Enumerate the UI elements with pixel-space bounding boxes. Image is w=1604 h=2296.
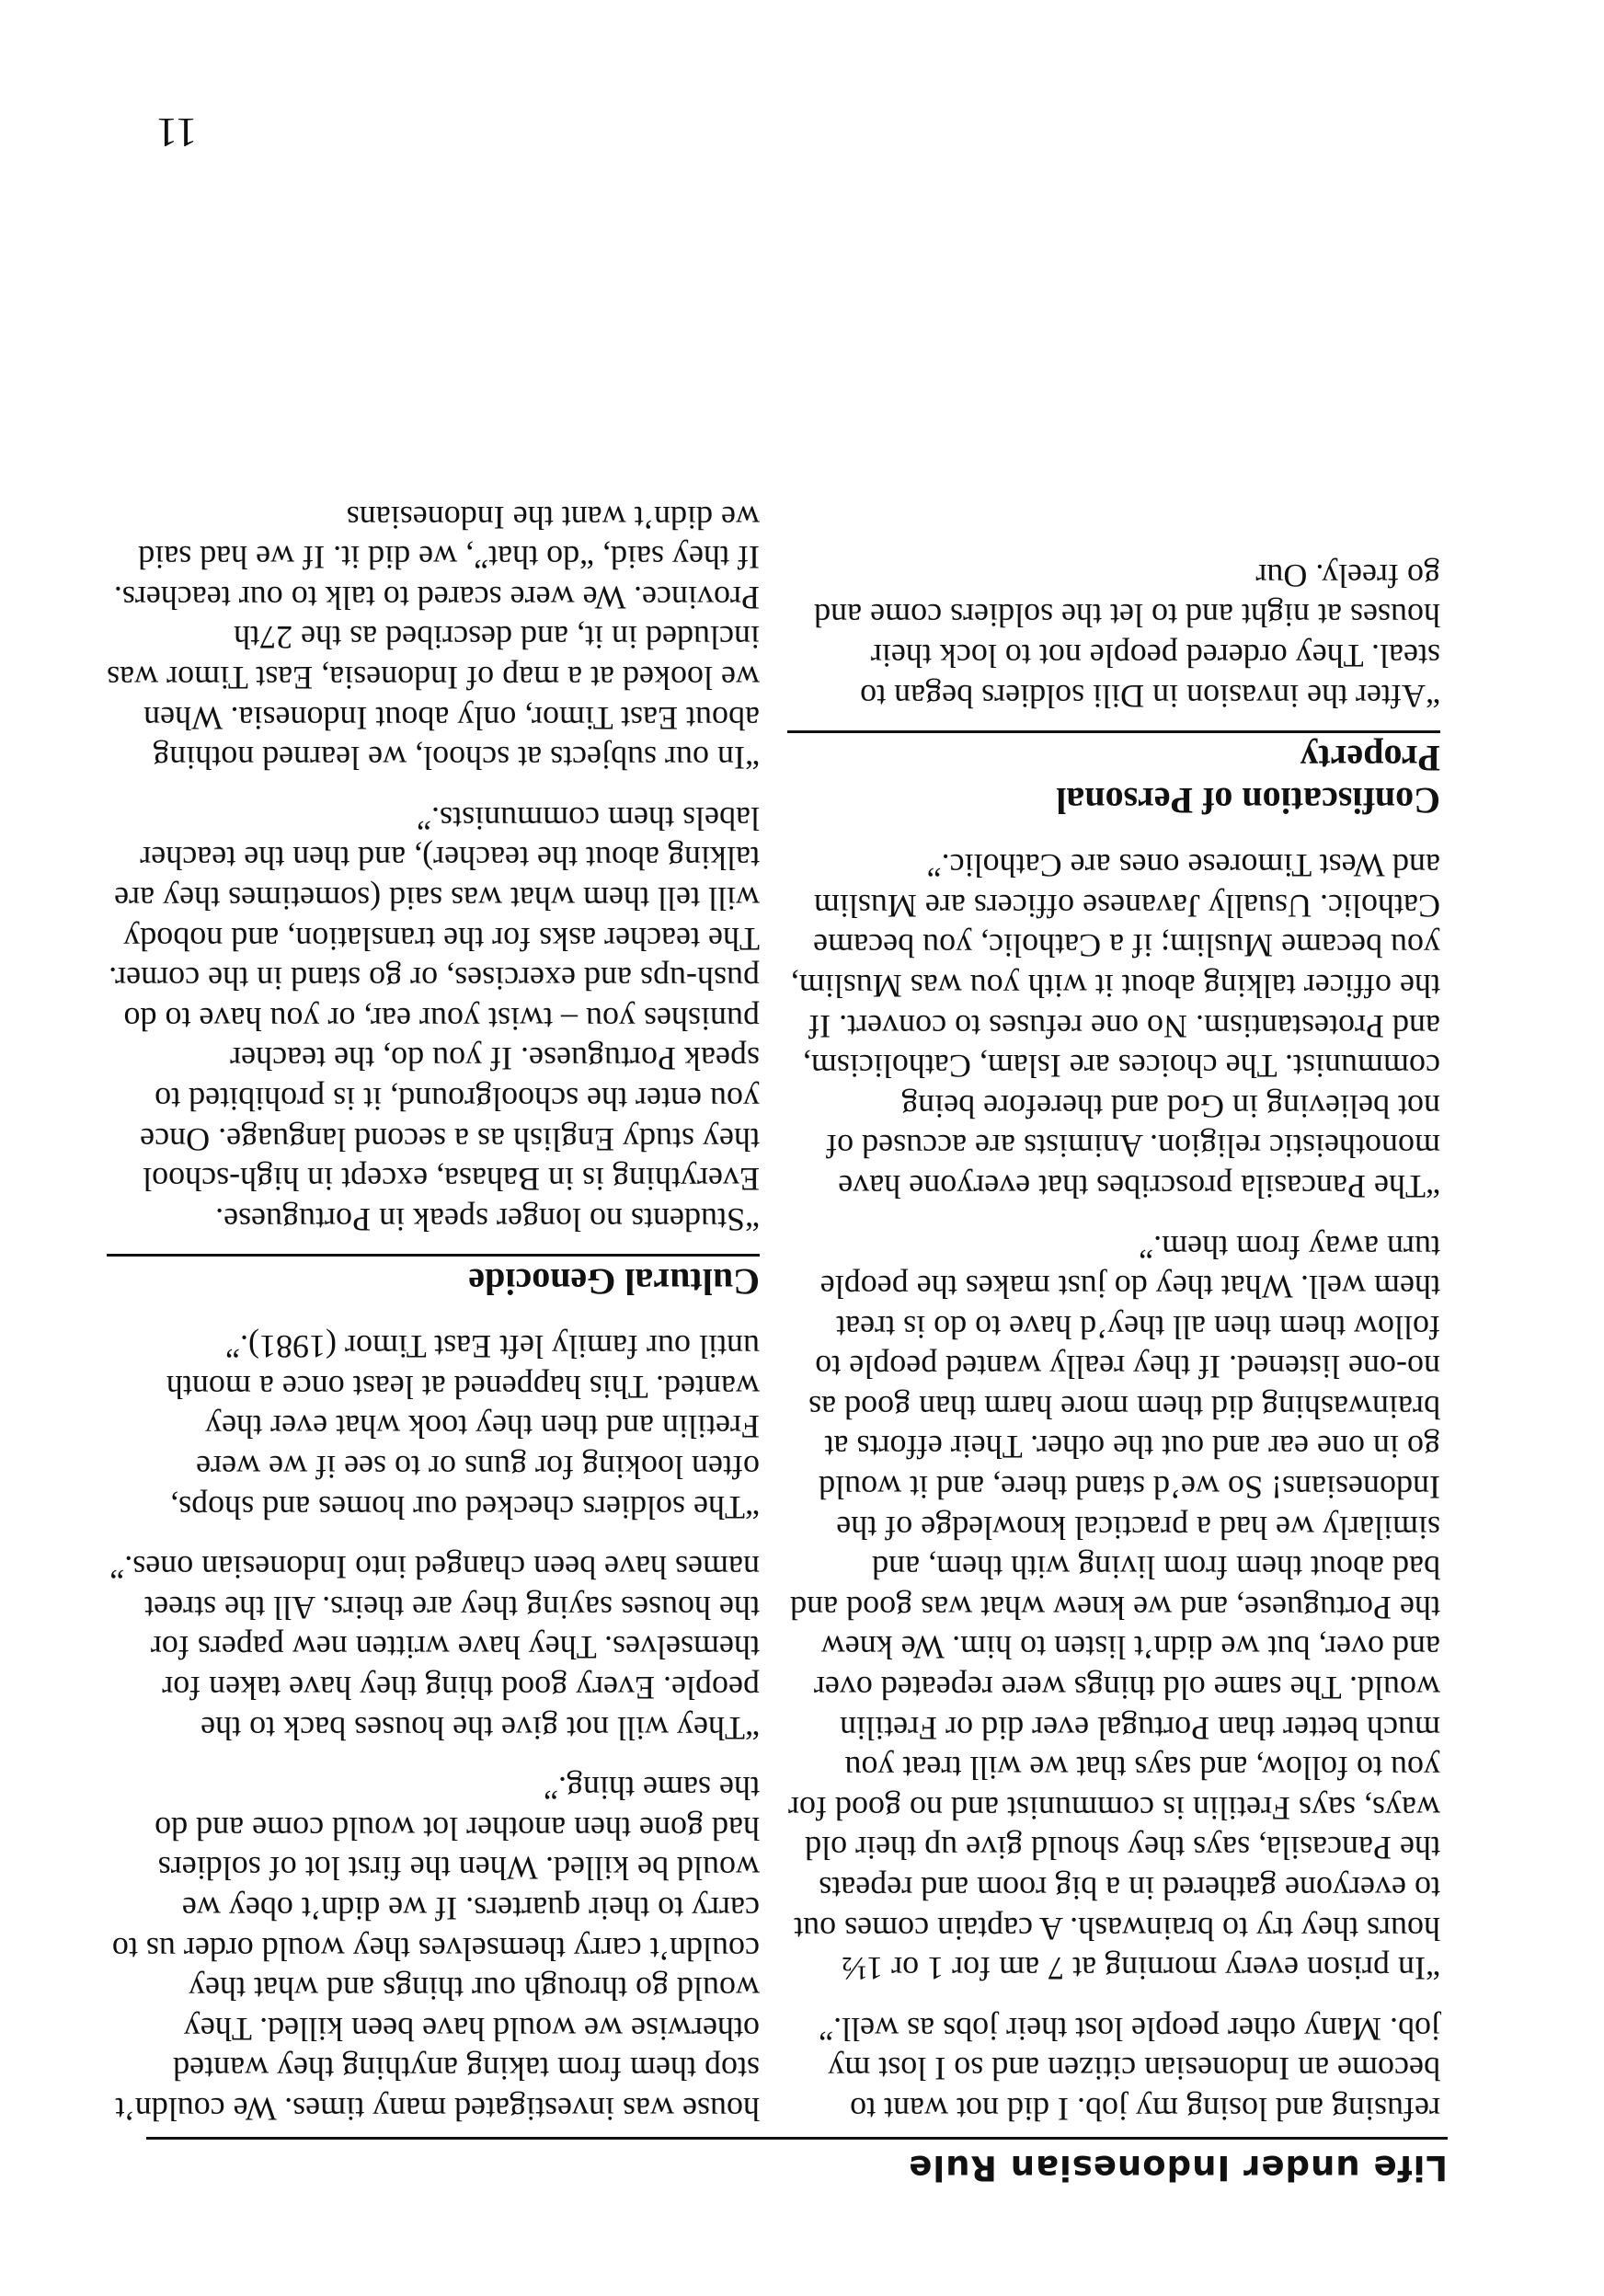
header-rule (146, 2137, 1448, 2140)
right-paragraph-2: “They will not give the houses back to the people. Every good thing they have taken for themselves. They have written new papers for the houses saying they are theirs. All the street names have been changed into Indonesian ones.” (109, 1549, 760, 1747)
right-paragraph-1: house was investigated many times. We couldn’t stop them from taking anything they wanted otherwise we would have been killed. They would go through our things and what they couldn’t carry themselves they would order us to carry to their quarters. If we didn’t obey we would be killed. When the first lot of soldiers had gone then another lot would come and do the same thing.” (111, 1770, 760, 2128)
right-paragraph-3: “The soldiers checked our homes and shops, often looking for guns or to see if we were Fretilin and then they took what ever they wanted. This happened at least once a month until our family left East Timor (1981).” (166, 1328, 760, 1526)
section-heading-line1: Confiscation of Personal (1056, 779, 1440, 821)
left-paragraph-3: “The Pancasila proscribes that everyone have monotheistic religion. Animists are accused of not believing in God and therefore being communist. The choices are Islam, Catholicism, and Protestantism. No one refuses to convert. If the officer talking about it with you was Muslim, you became Muslim; if a Catholic, you became Catholic. Usually Javanese officers are Muslim and West Timorese ones are Catholic.” (790, 847, 1440, 1205)
section-heading-confiscation (787, 737, 1440, 821)
left-column (787, 555, 1440, 2129)
section-rule-cultural-genocide (107, 1254, 760, 1257)
section-rule-confiscation (787, 730, 1440, 733)
right-column (107, 497, 760, 2129)
section-heading-cultural-genocide: Cultural Genocide (468, 1260, 760, 1303)
section-heading-line2: Property (1300, 737, 1440, 779)
cultural-paragraph-2: “In our subjects at school, we learned nothing about East Timor, only about Indonesia. When we looked at a map of Indonesia, East Timor was included in it, and described as the 27th Province. We were scared to talk to our teachers. If they said, “do that”, we did it. If we had said we didn’t want the Indonesians (107, 499, 760, 777)
cultural-paragraph-1: “Students no longer speak in Portuguese. Everything is in Bahasa, except in high-school they study English as a second language. Once you enter the schoolground, it is prohibited to speak Portuguese. If you do, the teacher punishes you – twist your ear, or you have to do push-ups and exercises, or go stand in the corner. The teacher asks for the translation, and nobody will tell them what was said (sometimes they are talking about the teacher), and then the teacher labels them communists.” (109, 799, 760, 1238)
left-paragraph-2: “In prison every morning at 7 am for 1 or 1½ hours they try to brainwash. A captain comes out to everyone gathered in a big room and repeats the Pancasila, says they should give up their old ways, says Fretilin is communist and no good for you to follow, and says that we will treat you much better than Portugal ever did or Fretilin would. The same old things were repeated over and over, but we didn’t listen to him. We knew the Portuguese, and we knew what was good and bad about them from living with them, and similarly we had a practical knowledge of the Indonesians! So we’d stand there, and it would go in one ear and out the other. Their efforts at brainwashing did them more harm than good as no-one listened. If they really wanted people to follow them then all they’d have to do is treat them well. What they do just makes the people turn away from them.” (788, 1228, 1440, 1988)
page-header-title: Life under Indonesian Rule (908, 2148, 1448, 2187)
confiscation-paragraph: “After the invasion in Dili soldiers began to steal. They ordered people not to lock their houses at night and to let the soldiers come and go freely. Our (814, 557, 1440, 715)
left-paragraph-1: refusing and losing my job. I did not want to become an Indonesian citizen and so I lost my job. Many other people lost their jobs as well.” (819, 2010, 1440, 2128)
page-number: 11 (156, 109, 198, 156)
